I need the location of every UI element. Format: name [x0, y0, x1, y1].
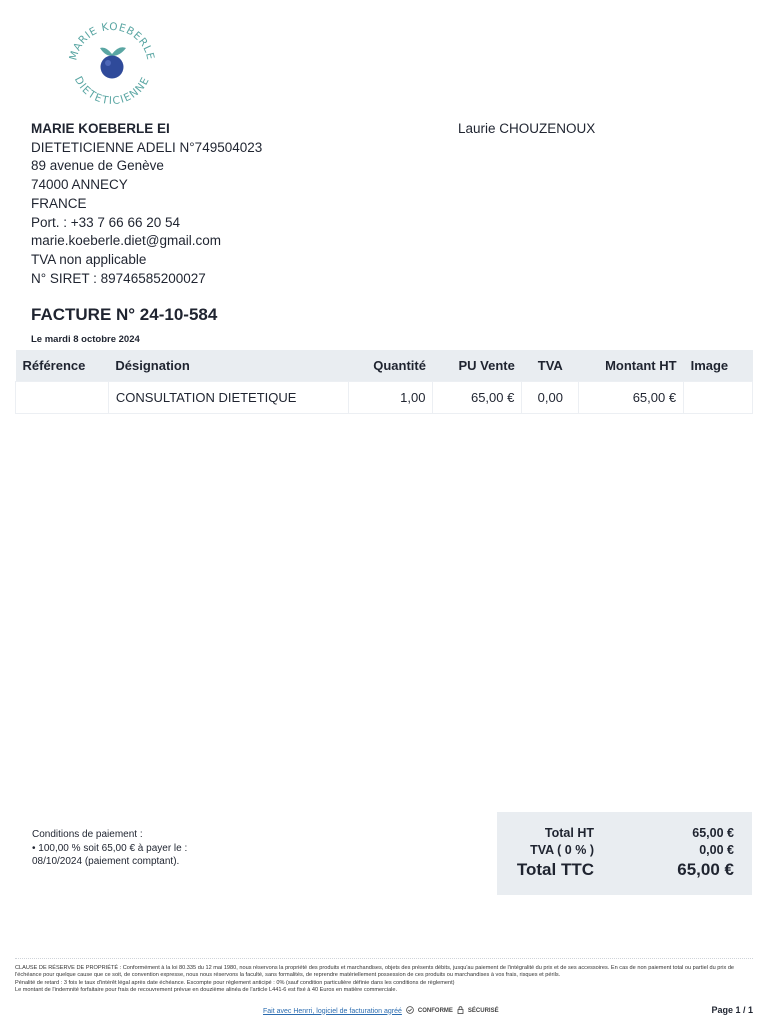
- footer-divider: [15, 958, 753, 959]
- cell-unit-price: 65,00 €: [433, 382, 522, 414]
- conditions-line: 08/10/2024 (paiement comptant).: [32, 856, 180, 867]
- totals-box: [497, 812, 752, 895]
- seller-line: DIETETICIENNE ADELI N°749504023: [31, 139, 263, 155]
- made-with: [263, 1006, 499, 1016]
- legal-line: Le montant de l'indemnité forfaitaire pour frais de recouvrement prévue en douzième alinéa de l'article L441-6 est fixé à 40 Euros en matière commerciale.: [15, 987, 398, 994]
- seller-line: 89 avenue de Genève: [31, 158, 164, 174]
- lock-icon: [457, 1006, 464, 1016]
- header-quantity: Quantité: [348, 350, 433, 382]
- company-logo: [62, 12, 162, 112]
- svg-text:DIETETICIENNE: [72, 75, 152, 108]
- total-ttc-label: Total TTC: [516, 860, 594, 879]
- check-circle-icon: [406, 1006, 414, 1016]
- seller-line: 74000 ANNECY: [31, 177, 128, 193]
- client-name: Laurie CHOUZENOUX: [458, 121, 596, 136]
- logo-top-text: MARIE KOEBERLE: [67, 20, 157, 62]
- header-designation: Désignation: [108, 350, 348, 382]
- cell-vat: 0,00: [522, 382, 579, 414]
- table-header-row: [16, 350, 753, 382]
- legal-line: CLAUSE DE RÉSERVE DE PROPRIÉTÉ : Conformément à la loi 80.335 du 12 mai 1980, nous réservons la propriété des produits et marchandises, objets des présents débits, jusqu'au paiement de l'intégralité du prix et de ses accessoires. En cas de non paiement total ou partiel du prix de l'échéance pour quelque cause que ce soit, de convention expresse, nous nous réservons la faculté, sans formalités, de reprendre matériellement possession de ces produits ou marchandises à vos frais, risques et périls.: [15, 965, 735, 979]
- secure-badge: SÉCURISÉ: [467, 1008, 499, 1014]
- seller-line: Port. : +33 7 66 66 20 54: [31, 214, 180, 230]
- invoice-title: FACTURE N° 24-10-584: [31, 305, 218, 324]
- seller-line: FRANCE: [31, 195, 87, 211]
- header-reference: Référence: [16, 350, 109, 382]
- legal-notice: [15, 965, 757, 995]
- seller-line: TVA non applicable: [31, 251, 147, 267]
- total-tva-label: TVA ( 0 % ): [530, 843, 594, 857]
- cell-image: [684, 382, 753, 414]
- conforme-badge: CONFORME: [417, 1008, 453, 1014]
- table-row: [16, 382, 753, 414]
- header-amount: Montant HT: [579, 350, 684, 382]
- legal-line: Pénalité de retard : 3 fois le taux d'intérêt légal après date échéance. Escompte pour règlement anticipé : 0% (sauf condition particulière définie dans les conditions de règlement): [15, 979, 455, 986]
- henrri-link[interactable]: Fait avec Henrri, logiciel de facturation agréé: [263, 1007, 402, 1015]
- items-table: [15, 350, 753, 414]
- cell-amount: 65,00 €: [579, 382, 684, 414]
- conditions-line: Conditions de paiement :: [32, 829, 143, 840]
- total-ttc-value: 65,00 €: [677, 860, 734, 879]
- seller-info: [31, 120, 262, 288]
- seller-line: marie.koeberle.diet@gmail.com: [31, 233, 222, 249]
- header-vat: TVA: [522, 350, 579, 382]
- total-tva-value: 0,00 €: [699, 843, 734, 857]
- invoice-date: Le mardi 8 octobre 2024: [31, 334, 140, 345]
- seller-name: MARIE KOEBERLE EI: [31, 121, 170, 136]
- cell-quantity: 1,00: [348, 382, 433, 414]
- total-ht-value: 65,00 €: [692, 826, 734, 840]
- payment-conditions: [32, 828, 222, 869]
- cell-designation: CONSULTATION DIETETIQUE: [108, 382, 348, 414]
- blueberry-icon: [100, 47, 126, 78]
- header-unit-price: PU Vente: [433, 350, 522, 382]
- page-number: Page 1 / 1: [711, 1005, 753, 1015]
- conditions-line: • 100,00 % soit 65,00 € à payer le :: [32, 842, 188, 854]
- logo-bottom-text: DIETETICIENNE: [71, 74, 153, 108]
- seller-line: N° SIRET : 89746585200027: [31, 270, 206, 286]
- cell-reference: [16, 382, 109, 414]
- header-image: Image: [684, 350, 753, 382]
- total-ht-label: Total HT: [544, 826, 594, 840]
